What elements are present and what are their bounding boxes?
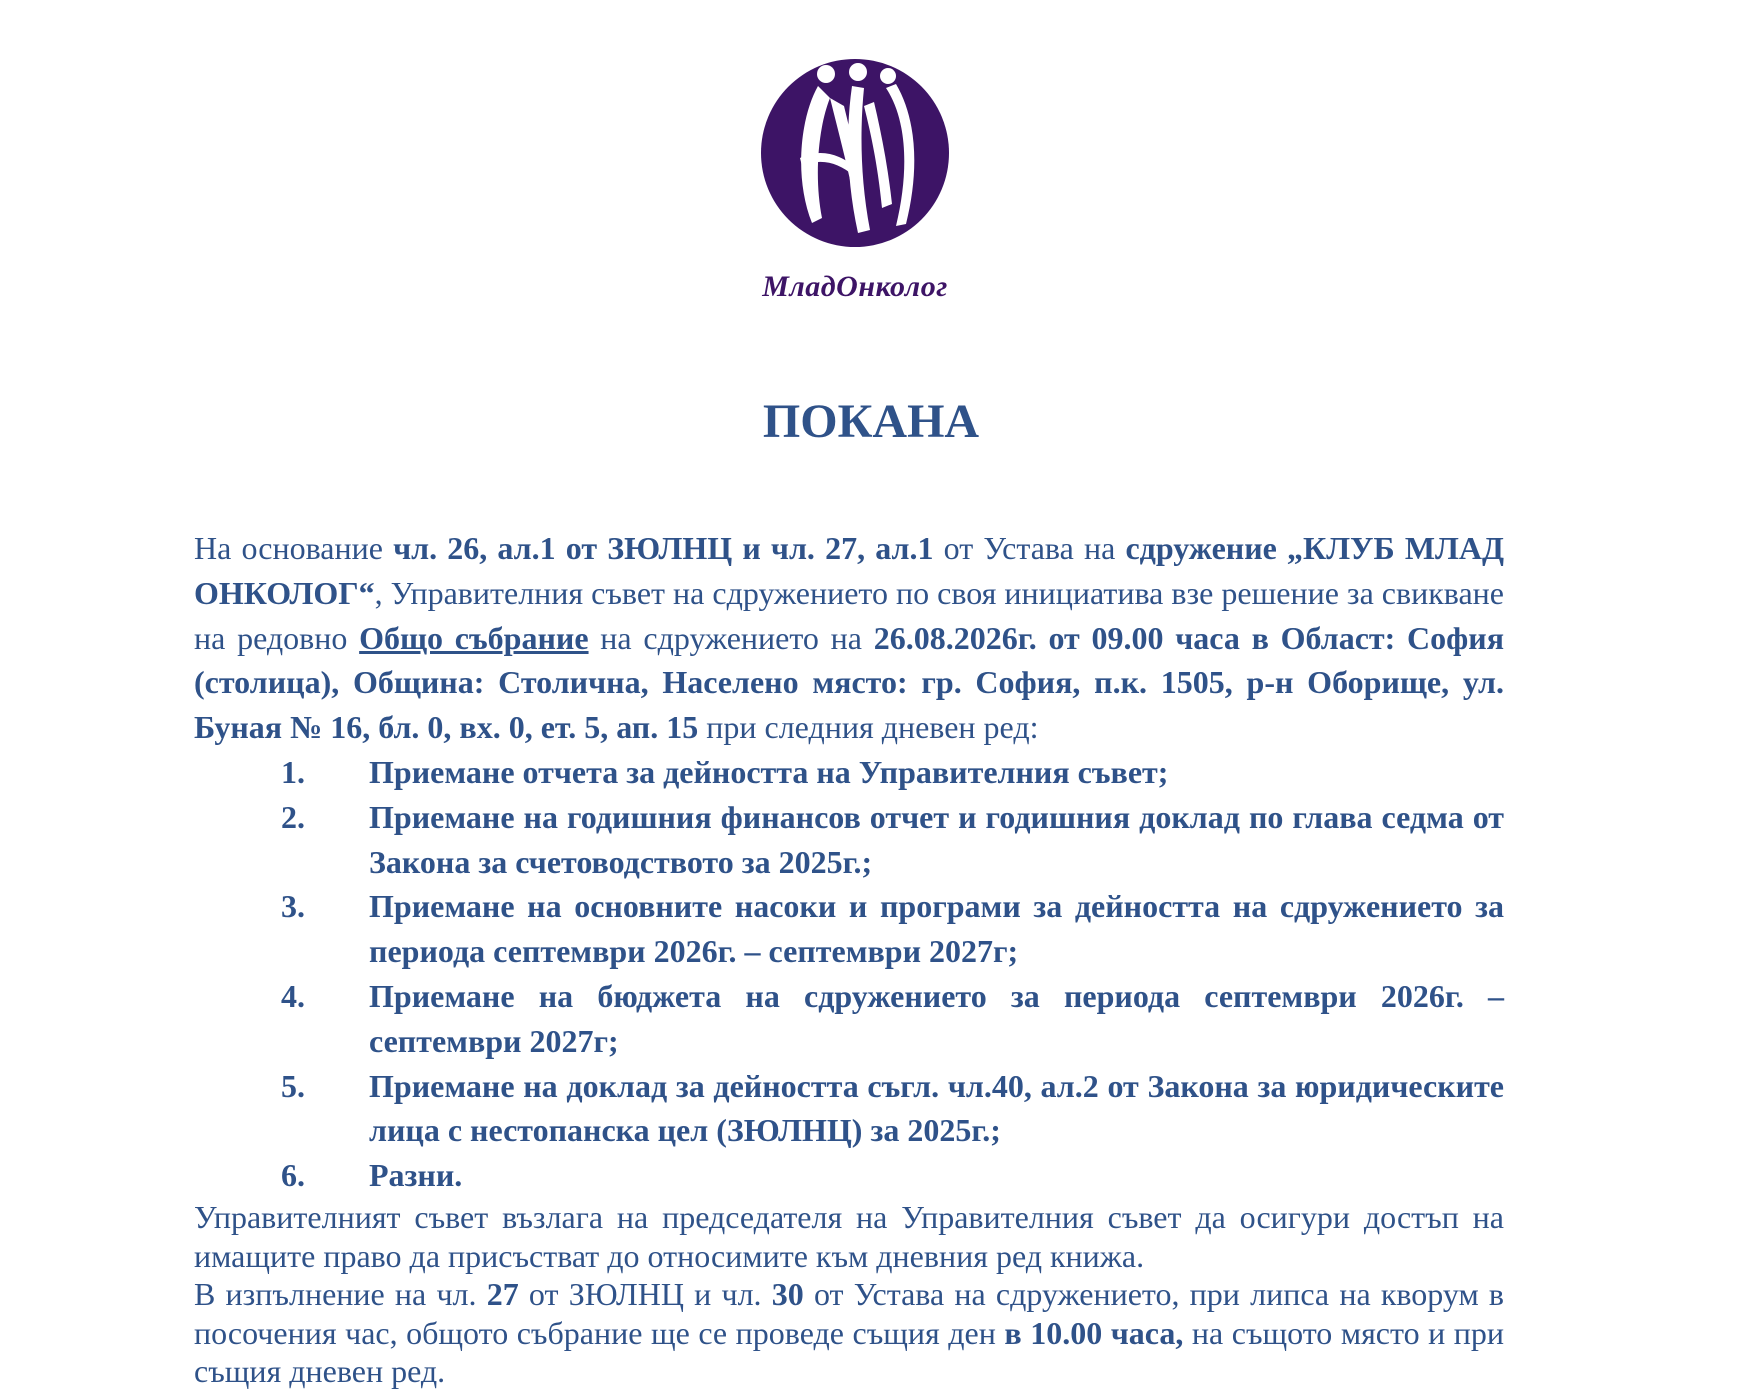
agenda-item-number: 5. [281, 1067, 305, 1104]
quorum-text-2: от ЗЮЛНЦ и чл. [518, 1276, 772, 1313]
quorum-bold-1: 27 [486, 1276, 519, 1313]
agenda-item-text: Приемане на годишния финансов отчет и годишния доклад по глава седма от Закона за счетоводството за 2025г.; [369, 798, 1504, 880]
intro-bold-2: сдружение „КЛУБ МЛАД ОНКОЛОГ“ [194, 530, 1505, 611]
document-title: ПОКАНА [762, 395, 980, 448]
quorum-text-4: на същото място и при същия дневен ред. [194, 1314, 1504, 1390]
document-body [194, 526, 1504, 1391]
quorum-bold-2: 30 [771, 1276, 804, 1313]
logo-wordmark: МладОнколог [762, 270, 948, 303]
intro-bold-1: чл. 26, ал.1 от ЗЮЛНЦ и чл. 27, ал.1 [393, 530, 934, 566]
agenda-item-text: Приемане отчета за дейността на Управителния съвет; [369, 753, 1169, 790]
agenda-item-text: Приемане на основните насоки и програми за дейността на сдружението за периода септември 2026г. – септември 2027г; [369, 888, 1504, 970]
agenda-item-text: Приемане на доклад за дейността съгл. чл.40, ал.2 от Закона за юридическите лица с нестопанска цел (ЗЮЛНЦ) за 2025г.; [369, 1067, 1504, 1149]
logo [740, 58, 970, 304]
agenda-item-text: Приемане на бюджета на сдружението за периода септември 2026г. – септември 2027г; [369, 977, 1504, 1059]
intro-paragraph [194, 526, 1504, 750]
quorum-text-1: В изпълнение на чл. [194, 1276, 487, 1313]
intro-bold-3: 26.08.2026г. от 09.00 часа в Област: София (столица), Община: Столична, Населено място: гр. София, п.к. 1505, р-н Оборище, ул. Буная № 16, бл. 0, вх. 0, ет. 5, ап. 15 [194, 619, 1505, 746]
intro-underline: Общо събрание [359, 619, 589, 656]
quorum-bold-3: в 10.00 часа, [1004, 1314, 1184, 1351]
agenda-item-number: 6. [281, 1157, 305, 1194]
agenda-item-number: 2. [281, 798, 305, 835]
agenda-item [194, 1064, 1504, 1154]
agenda-item [194, 1153, 1504, 1198]
intro-text-4: на сдружението на [588, 619, 874, 656]
agenda-item-text: Разни. [369, 1157, 463, 1194]
agenda-list [194, 750, 1504, 1198]
closing-paragraph: Управителният съвет възлага на председателя на Управителния съвет да осигури достъп на имащите право да присъстват до относимите към дневния ред книжа. [194, 1198, 1504, 1274]
intro-text-1: На основание [194, 530, 394, 566]
intro-text-5: при следния дневен ред: [698, 709, 1039, 746]
agenda-item [194, 884, 1504, 974]
intro-text-2: от Устава на [933, 530, 1126, 566]
agenda-item-number: 3. [281, 888, 305, 925]
agenda-item [194, 750, 1504, 795]
agenda-item-number: 4. [281, 977, 305, 1014]
quorum-paragraph [194, 1275, 1504, 1391]
quorum-text-3: от Устава на сдружението, при липса на кворум в посочения час, общото събрание ще се проведе същия ден [194, 1276, 1505, 1351]
intro-text-3: , Управителния съвет на сдружението по своя инициатива взе решение за свикване на редовно [194, 574, 1504, 656]
agenda-item-number: 1. [281, 753, 305, 790]
mladonkolog-logo-icon [760, 58, 950, 248]
agenda-item [194, 974, 1504, 1064]
agenda-item [194, 795, 1504, 885]
